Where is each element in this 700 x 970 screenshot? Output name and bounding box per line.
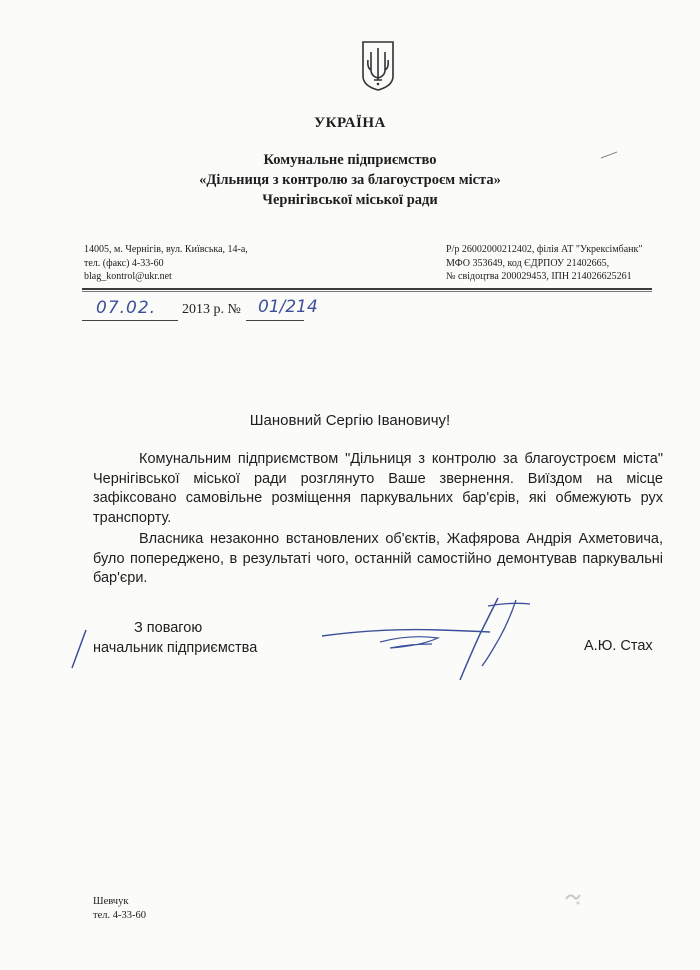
- contact-details: [84, 243, 248, 284]
- salutation: Шановний Сергію Івановичу!: [249, 412, 451, 429]
- executor-phone: тел. 4-33-60: [93, 910, 146, 921]
- closing-regards: З повагою: [134, 620, 203, 636]
- handwritten-signature: [320, 594, 540, 686]
- executor-info: [93, 895, 146, 923]
- closing: [93, 618, 313, 658]
- trident-coat-of-arms-icon: [360, 40, 396, 92]
- signer-position: начальник підприємства: [93, 640, 258, 656]
- bank-details: [446, 243, 642, 284]
- org-line-3: Чернігівської міської ради: [262, 192, 438, 208]
- pen-stroke-mark: [600, 150, 618, 160]
- country-title: УКРАЇНА: [314, 115, 386, 131]
- scan-speck: [562, 885, 584, 907]
- letter-body: [93, 450, 663, 591]
- paragraph-2: Власника незаконно встановлених об'єктів, Жафярова Андрія Ахметовича, було попереджено, в результаті чого, останній самостійно демонтував паркувальні бар'єри.: [93, 531, 663, 586]
- header-rule: [82, 288, 652, 290]
- phone: тел. (факс) 4-33-60: [84, 257, 164, 269]
- year-label: 2013 р. №: [182, 302, 241, 317]
- margin-pen-mark: [68, 628, 90, 670]
- paragraph-1: Комунальним підприємством "Дільниця з контролю за благоустроєм міста" Чернігівської міської ради розглянуто Ваше звернення. Виїздом на місце зафіксовано самовільне розміщення паркувальних бар'єрів, які обмежують рух транспорту.: [93, 451, 663, 526]
- bank-account: Р/р 26002000212402, філія АТ "Укрексімбанк": [446, 244, 643, 255]
- signer-name: А.Ю. Стах: [584, 638, 653, 654]
- email: blag_kontrol@ukr.net: [84, 271, 172, 282]
- bank-mfo: МФО 353649, код ЄДРПОУ 21402665,: [446, 257, 610, 269]
- org-line-1: Комунальне підприємство: [263, 152, 437, 168]
- header-rule-thin: [82, 291, 652, 292]
- executor-name: Шевчук: [93, 896, 129, 907]
- org-line-2: «Дільниця з контролю за благоустроєм міста»: [199, 172, 501, 188]
- handwritten-date: 07.02.: [96, 298, 157, 318]
- handwritten-number: 01/214: [258, 297, 318, 317]
- organization-name: [0, 150, 700, 210]
- date-number-line: [82, 298, 382, 322]
- bank-certificate: № свідоцтва 200029453, ІПН 214026625261: [446, 271, 632, 282]
- address: 14005, м. Чернігів, вул. Київська, 14-а,: [84, 244, 248, 255]
